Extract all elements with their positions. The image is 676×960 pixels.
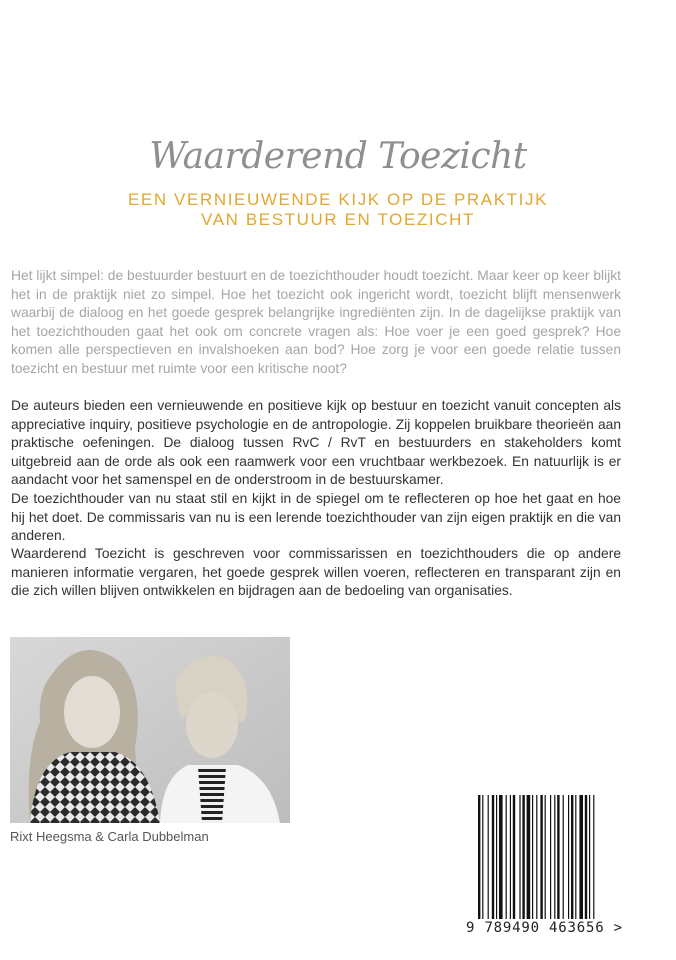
barcode-bar (492, 795, 494, 919)
barcode-bar (571, 795, 573, 919)
barcode-bar (519, 795, 520, 919)
authors-photo-illustration (10, 637, 290, 823)
barcode-bar (540, 795, 542, 919)
barcode-bar (593, 795, 594, 919)
barcode-bar (513, 795, 515, 919)
barcode-bar (506, 795, 507, 919)
barcode-bar (488, 795, 489, 919)
barcode-bars (477, 795, 635, 927)
barcode-bar (545, 795, 546, 919)
barcode-bar (536, 795, 537, 919)
audience-paragraph: Waarderend Toezicht is geschreven voor commissarissen en toezichthouders die op andere manieren informatie vergaren, het goede gesprek willen voeren, reflecteren en transparant zijn en die zich willen blijven ontwikkelen en bijdragen aan de bedoeling van organisaties. (11, 546, 621, 599)
barcode-bar (550, 795, 551, 919)
intro-paragraph: Het lijkt simpel: de bestuurder bestuurt en de toezichthouder houdt toezicht. Maar keer op keer blijkt het in de praktijk niet zo simpel. Hoe het toezicht ook ingericht wordt, toezicht blijft mensenwerk waarbij de dialoog en het goede gesprek belangrijke ingrediënten zijn. In de dagelijkse praktijk van het toezichthouden gaat het ook om concrete vragen als: Hoe voer je een goed gesprek? Hoe komen alle perspectieven en invalshoeken aan bod? Hoe zorg je voor een goede relatie tussen toezicht en bestuur met ruimte voor een kritische noot? (11, 268, 621, 376)
subtitle-line-2: VAN BESTUUR EN TOEZICHT (201, 210, 475, 229)
barcode-bar (496, 795, 497, 919)
barcode-bar (554, 795, 555, 919)
barcode-bar (585, 795, 587, 919)
barcode-bar (589, 795, 590, 919)
barcode-bar (563, 795, 564, 919)
barcode-bar (499, 795, 503, 919)
barcode-bar (575, 795, 576, 919)
barcode-bar (510, 795, 511, 919)
book-title: Waarderend Toezicht (149, 136, 527, 177)
reflection-paragraph: De toezichthouder van nu staat stil en kijkt in de spiegel om te reflecteren op hoe het gaat en hoe hij het doet. De commissaris van nu is een lerende toezichthouder van zijn eigen praktijk en die van anderen. (11, 490, 621, 544)
subtitle-line-1: EEN VERNIEUWENDE KIJK OP DE PRAKTIJK (127, 190, 549, 209)
description-block (11, 397, 621, 546)
authors-photo (10, 637, 290, 823)
barcode-bar (478, 795, 480, 919)
barcode-bar (482, 795, 483, 919)
isbn-number: 9 789490 463656 > (466, 920, 623, 936)
barcode-bar (522, 795, 524, 919)
description-paragraph: De auteurs bieden een vernieuwende en positieve kijk op bestuur en toezicht vanuit concepten als appreciative inquiry, positieve psychologie en de antropologie. Zij koppelen bruikbare theorieën aan praktische oefeningen. De dialoog tussen RvC / RvT en bestuurders en stakeholders komt uitgebreid aan de orde als ook een raamwerk voor een vruchtbaar werkbezoek. En natuurlijk is er aandacht voor het samenspel en de onderstroom in de bestuurskamer. (11, 398, 621, 488)
barcode-bar (532, 795, 533, 919)
barcode-bar (579, 795, 583, 919)
barcode-bar (557, 795, 559, 919)
barcode-bar (527, 795, 531, 919)
authors-caption: Rixt Heegsma & Carla Dubbelman (10, 829, 209, 844)
barcode-bar (568, 795, 569, 919)
